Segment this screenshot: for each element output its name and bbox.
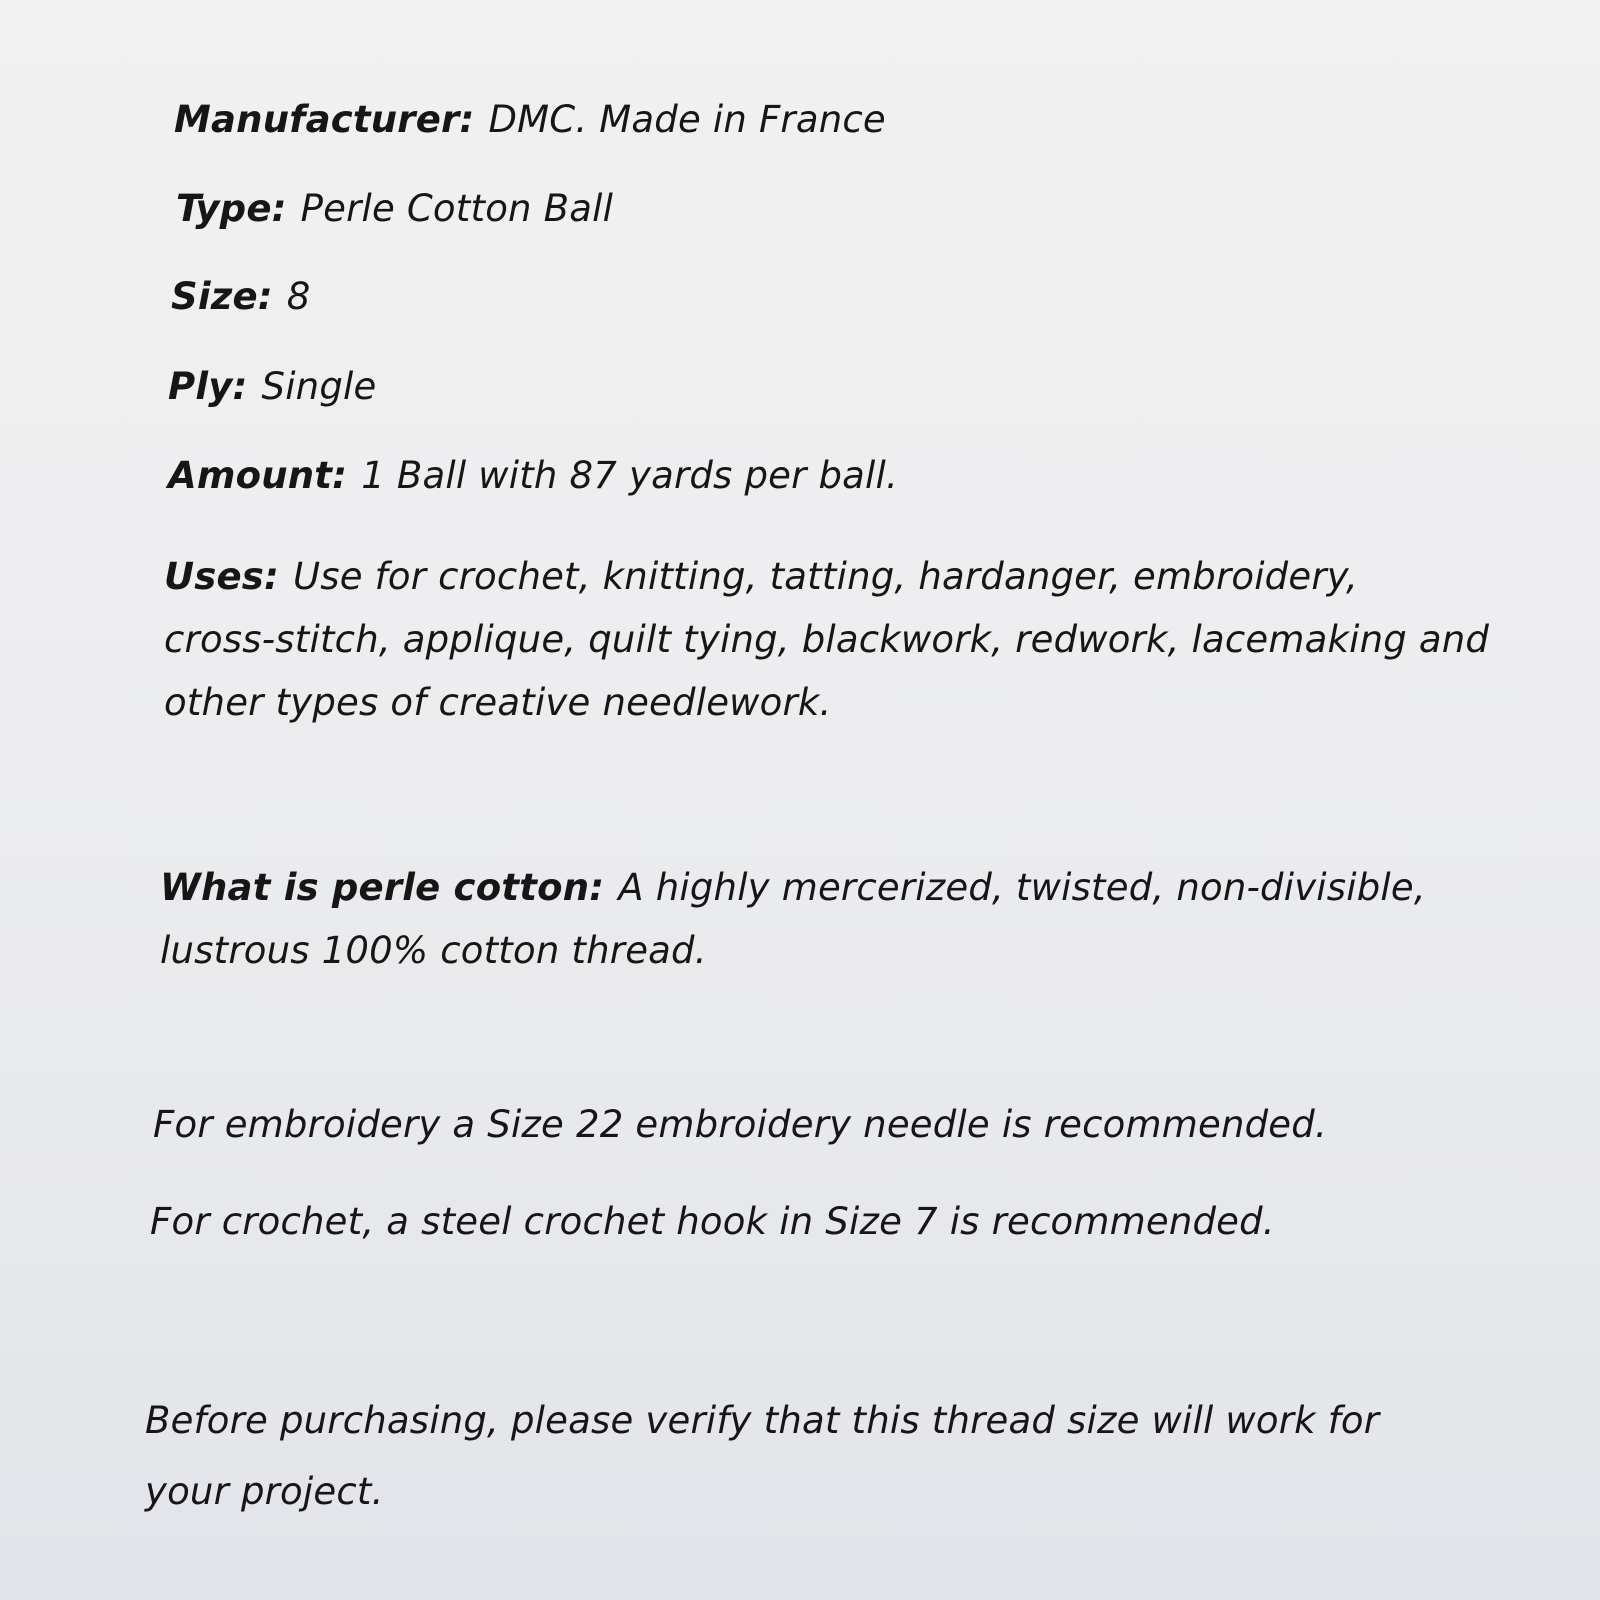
notice-line-2: your project.: [145, 1470, 384, 1513]
size-row: [171, 275, 311, 318]
type-row: [176, 187, 614, 230]
manufacturer-value: DMC. Made in France: [488, 98, 886, 141]
amount-label: Amount:: [168, 454, 348, 497]
ply-value: Single: [261, 365, 377, 408]
size-label: Size:: [171, 275, 273, 318]
definition-paragraph: [160, 856, 1426, 982]
type-label: Type:: [176, 187, 287, 230]
size-value: 8: [286, 275, 311, 318]
amount-row: [168, 454, 898, 497]
definition-line-1: A highly mercerized, twisted, non-divisible,: [618, 866, 1426, 909]
uses-line-1: Use for crochet, knitting, tatting, hardanger, embroidery,: [292, 555, 1358, 598]
purchase-notice: [145, 1385, 1379, 1527]
uses-paragraph: [164, 545, 1489, 734]
manufacturer-row: [174, 98, 886, 141]
type-value: Perle Cotton Ball: [300, 187, 614, 230]
uses-label: Uses:: [164, 555, 279, 598]
notice-line-1: Before purchasing, please verify that this thread size will work for: [145, 1399, 1380, 1442]
definition-line-2: lustrous 100% cotton thread.: [160, 929, 707, 972]
uses-line-2: cross-stitch, applique, quilt tying, blackwork, redwork, lacemaking and: [164, 618, 1490, 661]
uses-line-3: other types of creative needlework.: [164, 681, 832, 724]
ply-label: Ply:: [168, 365, 248, 408]
embroidery-recommendation: For embroidery a Size 22 embroidery needle is recommended.: [153, 1103, 1327, 1146]
definition-label: What is perle cotton:: [160, 866, 605, 909]
ply-row: [168, 365, 377, 408]
crochet-recommendation: For crochet, a steel crochet hook in Size 7 is recommended.: [150, 1200, 1275, 1243]
manufacturer-label: Manufacturer:: [174, 98, 475, 141]
amount-value: 1 Ball with 87 yards per ball.: [361, 454, 898, 497]
